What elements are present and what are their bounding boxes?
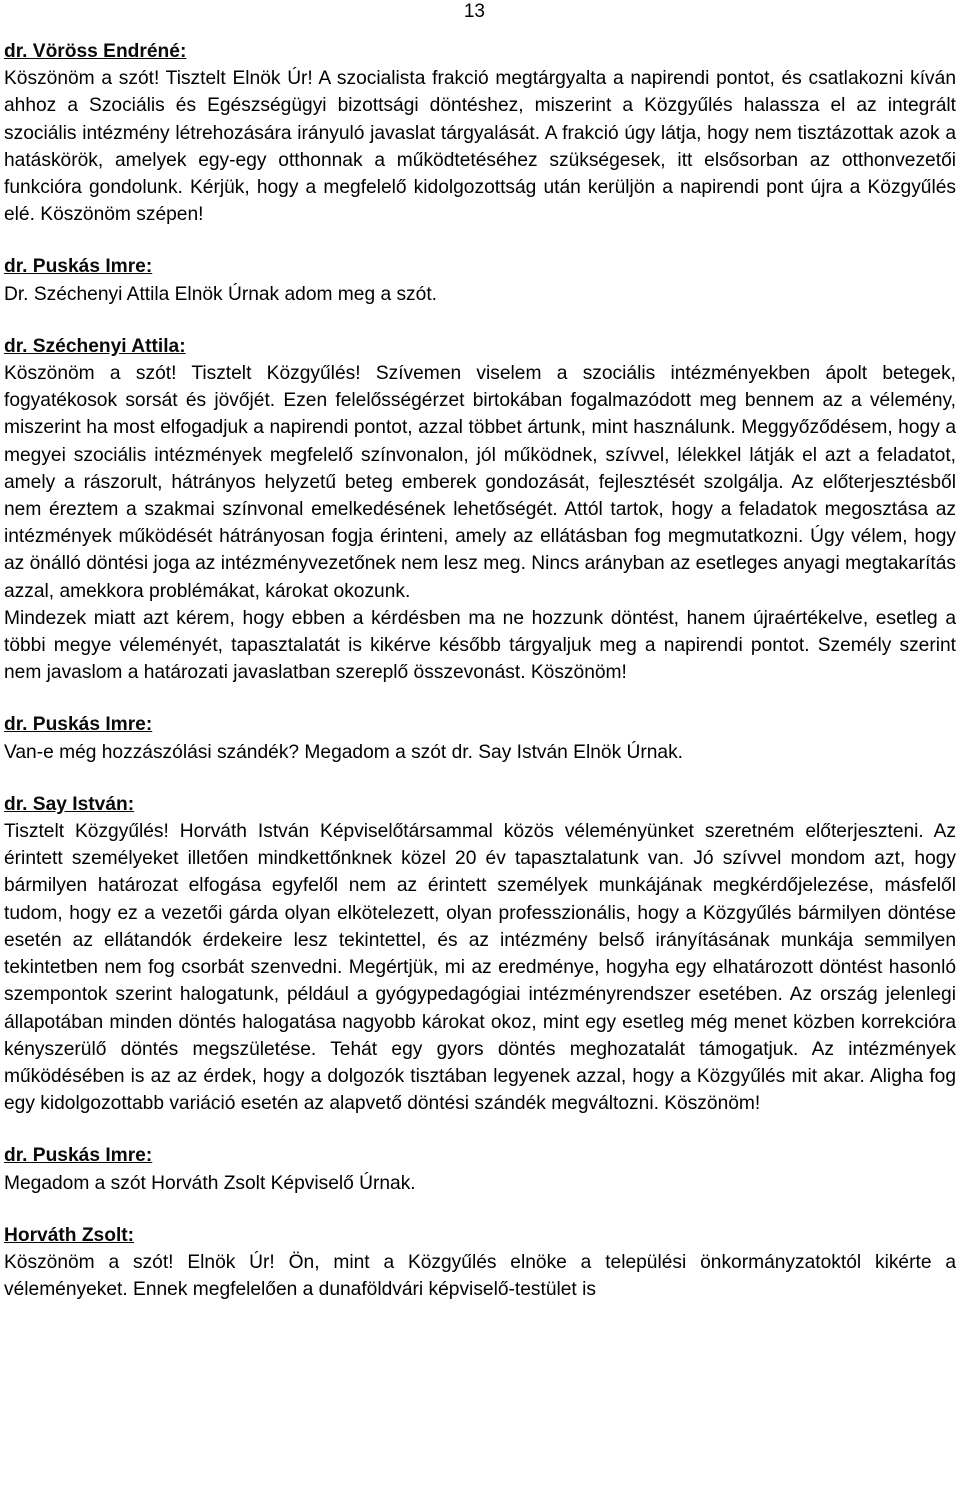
speech-paragraph: Köszönöm a szót! Tisztelt Elnök Úr! A szocialista frakció megtárgyalta a napirendi pontot, és csatlakozni kíván ahhoz a Szociális és Egészségügyi bizottsági döntéshez, miszerint a Közgyűlés halassza el az integrált szociális intézmény létrehozására irányuló javaslat tárgyalását. A frakció úgy látja, hogy nem tisztázottak azok a hatáskörök, amelyek egy-egy otthonnak a működtetéséhez szükségesek, itt elsősorban az otthonvezetői funkcióra gondolunk. Kérjük, hogy a megfelelő kidolgozottság után kerüljön a napirendi pont újra a Közgyűlés elé. Köszönöm szépen!: [4, 68, 956, 226]
speaker-name: dr. Széchenyi Attila:: [4, 335, 186, 357]
transcript-body: [4, 38, 956, 1303]
speaker-name: dr. Puskás Imre:: [4, 1145, 153, 1167]
speech-paragraph: Van-e még hozzászólási szándék? Megadom a szót dr. Say István Elnök Úrnak.: [4, 741, 684, 763]
speaker-name: Horváth Zsolt:: [4, 1224, 135, 1246]
speaker-name: dr. Say István:: [4, 793, 135, 815]
speech-paragraph: Tisztelt Közgyűlés! Horváth István Képviselőtársammal közös véleményünket szeretném előterjeszteni. Az érintett személyeket illetően mindkettőnknek közel 20 év tapasztalatunk van. Jó szívvel mondom azt, hogy bármilyen határozat elfogása egyfelől nem az érintett személyek munkájának megkérdőjelezése, másfelől tudom, hogy ez a vezetői gárda olyan elkötelezett, olyan professzionális, hogy a Közgyűlés bármilyen döntése esetén az ellátandók érdekeire lesz tekintettel, és az intézmény belső irányításának munkája semmilyen tekintetben nem fog csorbát szenvedni. Megértjük, mi az eredménye, hogyha egy elhatározott döntést hasonló szempontok szerint halogatunk, például a gyógypedagógiai intézményrendszer esetében. Az ország jelenlegi állapotában minden döntés halogatása nagyobb károkat okoz, mint egy esetleg még menet közben korrekcióra kényszerülő döntés megszületése. Tehát egy gyors döntés meghozatalát támogatjuk. Az intézmények működésében is az az érdek, hogy a dolgozók tisztában legyenek azzal, hogy a Közgyűlés mit akar. Aligha fog egy kidolgozottabb variáció esetén az alapvető döntési szándék megváltozni. Köszönöm!: [4, 821, 956, 1115]
speaker-name: dr. Puskás Imre:: [4, 256, 153, 278]
speech-block: [4, 1142, 956, 1196]
speech-paragraph: Mindezek miatt azt kérem, hogy ebben a kérdésben ma ne hozzunk döntést, hanem újraértékelve, esetleg a többi megye véleményét, tapasztalatát is kikérve később tárgyaljuk meg a napirendi pontot. Személy szerint nem javaslom a határozati javaslatban szereplő összevonást. Köszönöm!: [4, 607, 956, 684]
speech-block: [4, 791, 956, 1117]
speech-block: [4, 38, 956, 228]
speech-paragraph: Köszönöm a szót! Elnök Úr! Ön, mint a Közgyűlés elnöke a települési önkormányzatoktól kikérte a véleményeket. Ennek megfelelően a dunaföldvári képviselő-testület is: [4, 1251, 956, 1301]
speaker-name: dr. Vöröss Endréné:: [4, 41, 187, 62]
speech-block: [4, 1222, 956, 1304]
speaker-name: dr. Puskás Imre:: [4, 714, 153, 736]
speech-block: [4, 253, 956, 307]
speech-paragraph: Dr. Széchenyi Attila Elnök Úrnak adom meg a szót.: [4, 283, 437, 305]
speech-paragraph: Köszönöm a szót! Tisztelt Közgyűlés! Szívemen viselem a szociális intézményekben ápolt betegek, fogyatékosok sorsát és jövőjét. Ezen felelősségérzet birtokában fogalmazódott meg bennem az a vélemény, miszerint ha most elfogadjuk a napirendi pontot, azzal többet ártunk, mint használunk. Meggyőződésem, hogy a megyei szociális intézmények megfelelő színvonalon, jól működnek, szívvel, lélekkel látják el azt a feladatot, amely a rászorult, hátrányos helyzetű beteg emberek gondozását, fejlesztését szolgálja. Az előterjesztésből nem éreztem a szakmai színvonal emelkedésének lehetőségét. Attól tartok, hogy a feladatok megosztása az intézmények működését hátrányosan fogja érinteni, amely az ellátásban fog megmutatkozni. Úgy vélem, hogy az önálló döntési joga az intézményvezetőnek nem lesz meg. Nincs arányban az esetleges anyagi megtakarítás azzal, amekkora problémákat, károkat okozunk.: [4, 363, 956, 602]
page-number: 13: [463, 1, 485, 22]
speech-block: [4, 711, 956, 765]
speech-block: [4, 333, 956, 687]
speech-paragraph: Megadom a szót Horváth Zsolt Képviselő Úrnak.: [4, 1172, 416, 1194]
